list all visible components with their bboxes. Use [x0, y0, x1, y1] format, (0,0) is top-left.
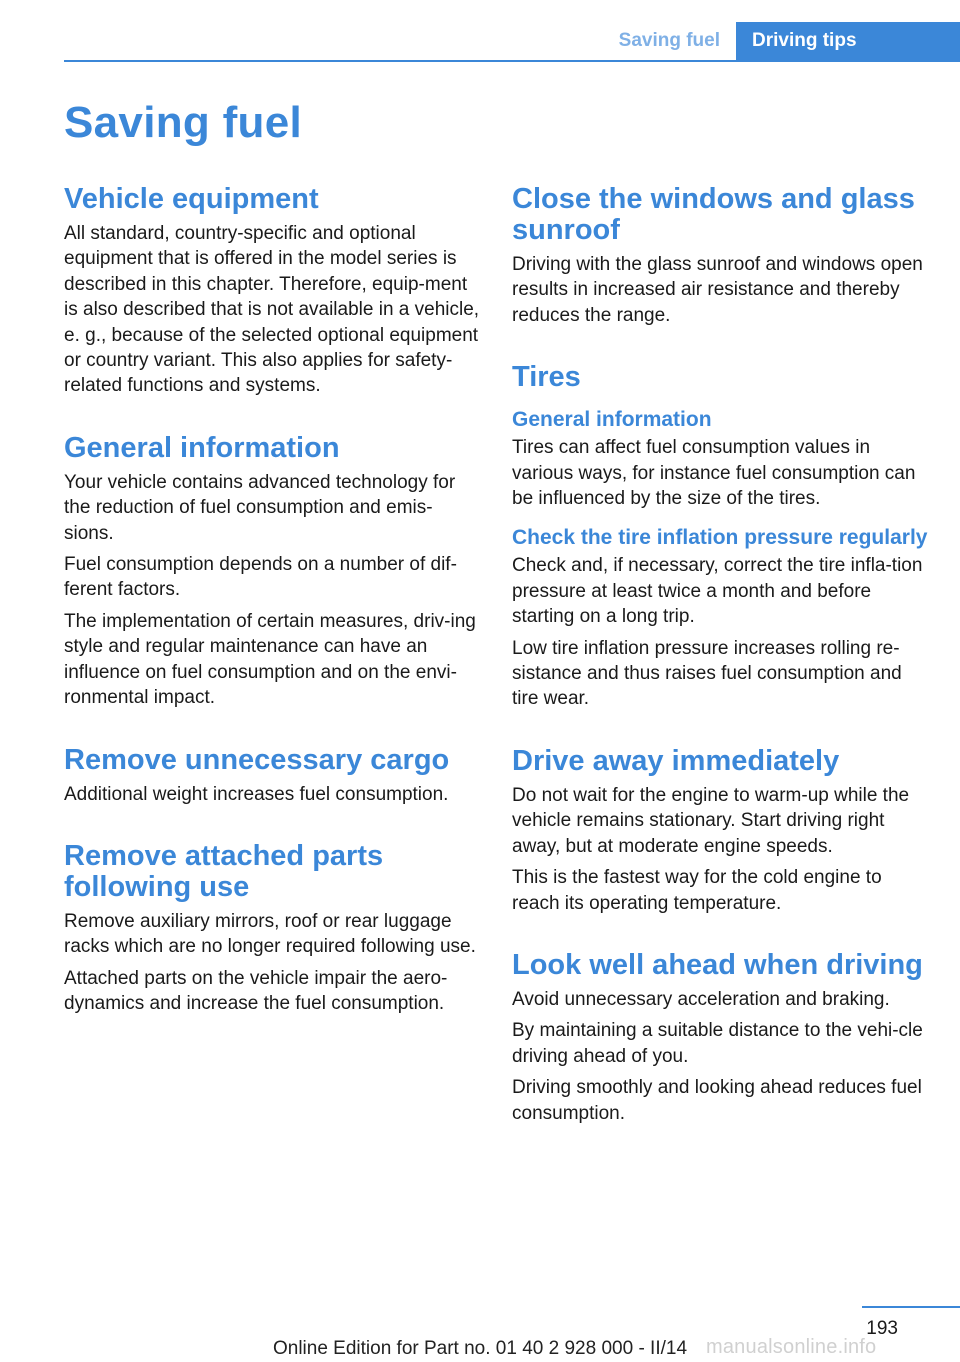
section-heading: Vehicle equipment [64, 183, 319, 215]
paragraph: Driving smoothly and looking ahead reduces fuel consumption. [512, 1077, 922, 1124]
section-heading: Close the windows and glass sunroof [512, 183, 915, 246]
section-heading: Remove unnecessary cargo [64, 743, 450, 776]
section-heading: Drive away immediately [512, 744, 840, 777]
paragraph: All standard, country-specific and optional equipment that is offered in the model series is described in this chapter. Therefore, equip-ment is also described that is not available in a vehicle, e. g., because of the selected optional equipment or country variant. This also applies for safety-related functions and systems. [64, 223, 480, 397]
paragraph: The implementation of certain measures, driv-ing style and regular maintenance can have an influence on fuel consumption and on the envi-ronmental impact. [64, 610, 476, 709]
watermark: manualsonline.info [706, 1336, 877, 1358]
page-title: Saving fuel [64, 98, 303, 147]
paragraph: Tires can affect fuel consumption values in various ways, for instance fuel consumption can be influenced by the size of the tires. [512, 437, 916, 510]
paragraph: Attached parts on the vehicle impair the aero-dynamics and increase the fuel consumption. [64, 967, 448, 1015]
section-remove-cargo [64, 745, 480, 807]
chapter-tab: Driving tips [736, 22, 960, 62]
paragraph: Additional weight increases fuel consumption. [64, 783, 449, 805]
section-heading: Remove attached parts following use [64, 839, 384, 903]
paragraph: Check and, if necessary, correct the tire infla-tion pressure at least twice a month and before starting on a long trip. [512, 555, 923, 628]
paragraph: Fuel consumption depends on a number of dif-ferent factors. [64, 554, 457, 601]
section-look-ahead [512, 950, 930, 1126]
section-heading: General information [64, 431, 340, 464]
section-heading: Tires [512, 361, 581, 394]
footer-divider [862, 1306, 960, 1308]
paragraph: Low tire inflation pressure increases rolling re-sistance and thus raises fuel consumption and tire wear. [512, 637, 902, 710]
paragraph: Driving with the glass sunroof and windows open results in increased air resistance and thereby reduces the range. [512, 254, 923, 326]
left-column [64, 184, 480, 1023]
paragraph: By maintaining a suitable distance to the vehi-cle driving ahead of you. [512, 1020, 923, 1067]
paragraph: Remove auxiliary mirrors, roof or rear luggage racks which are no longer required following use. [64, 910, 476, 958]
subsection-heading: General information [512, 408, 712, 432]
edition-footer: Online Edition for Part no. 01 40 2 928 000 - II/14 [272, 1338, 688, 1359]
header-divider [64, 60, 960, 62]
page-number: 193 [866, 1318, 898, 1339]
paragraph: Your vehicle contains advanced technology for the reduction of fuel consumption and emis-sions. [64, 471, 456, 544]
section-general-information [64, 433, 480, 711]
section-heading: Look well ahead when driving [512, 948, 923, 981]
paragraph: Do not wait for the engine to warm-up while the vehicle remains stationary. Start driving right away, but at moderate engine speeds. [512, 784, 910, 857]
section-close-windows [512, 184, 930, 328]
section-drive-away [512, 746, 930, 916]
paragraph: This is the fastest way for the cold engine to reach its operating temperature. [512, 867, 882, 914]
section-tab: Saving fuel [618, 30, 720, 51]
subsection-heading: Check the tire inflation pressure regularly [512, 526, 928, 550]
paragraph: Avoid unnecessary acceleration and braking. [512, 988, 890, 1010]
section-remove-parts [64, 841, 480, 1017]
page-header [0, 0, 960, 62]
section-tires [512, 362, 930, 712]
right-column [512, 184, 930, 1132]
section-vehicle-equipment [64, 184, 480, 399]
